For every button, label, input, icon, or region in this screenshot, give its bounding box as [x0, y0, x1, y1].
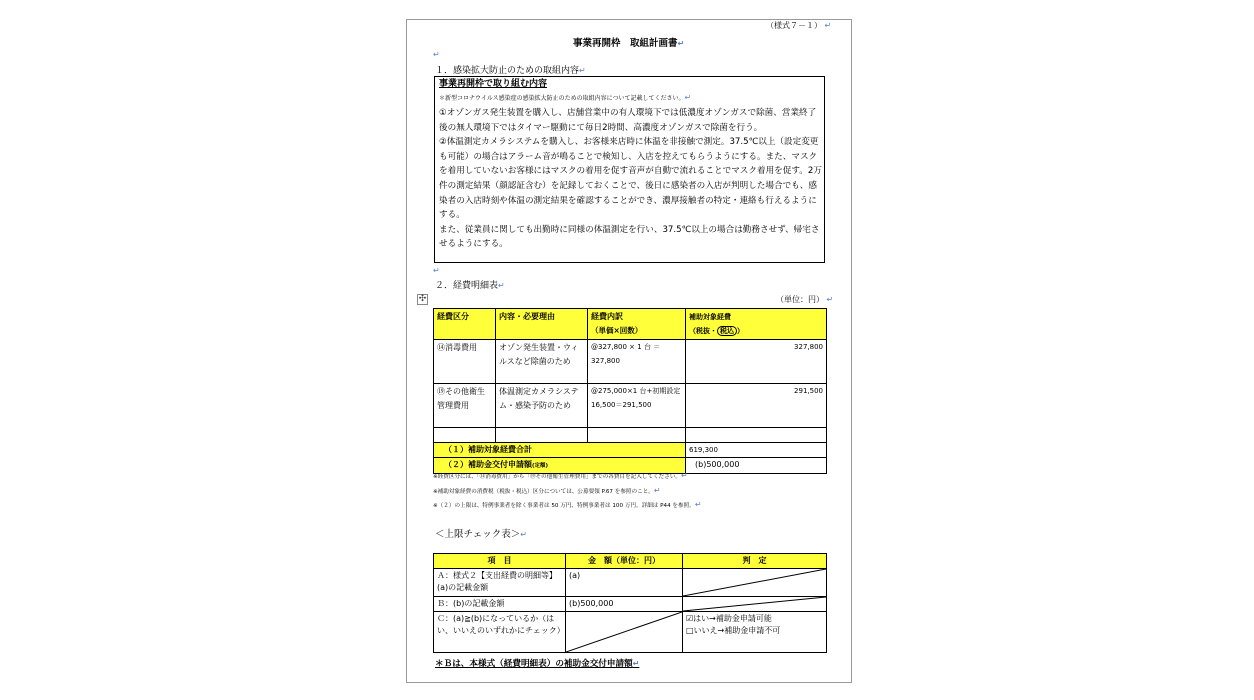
check-row-c — [434, 612, 827, 653]
section3-heading: ＜上限チェック表＞↵ — [435, 529, 527, 540]
apply-value: (b)500,000 — [686, 458, 827, 474]
apply-label: （２）補助金交付申請額(定額) — [434, 458, 686, 474]
check-item: Ｂ：(b)の記載金額 — [434, 597, 566, 612]
row-content: オゾン発生装置・ウィルスなど除菌のため — [496, 340, 588, 384]
total-row — [434, 443, 827, 458]
paragraph-mark: ↵ — [433, 50, 440, 59]
empty-cell — [434, 428, 496, 443]
row-breakdown: @275,000×1 台+初期設定 16,500＝291,500 — [588, 384, 686, 428]
table-row — [434, 340, 827, 384]
table-row-empty — [434, 428, 827, 443]
section1-heading: １．感染拡大防止のための取組内容↵ — [435, 66, 586, 76]
paragraph-mark: ↵ — [433, 266, 440, 275]
form-number: （様式７－１） ↵ — [766, 21, 832, 30]
row-category: ⑲その他衛生管理費用 — [434, 384, 496, 428]
empty-cell — [496, 428, 588, 443]
check-row-b — [434, 597, 827, 612]
bottom-note: ＊Ｂは、本様式（経費明細表）の補助金交付申請額↵ — [435, 659, 640, 669]
total-label: （１）補助対象経費合計 — [434, 443, 686, 458]
section1-box — [434, 76, 825, 263]
document-title: 事業再開枠 取組計画書↵ — [573, 38, 685, 49]
diagonal-cell — [566, 612, 683, 653]
checkbox-yes[interactable]: ☑はい→補助金申請可能 — [686, 614, 772, 623]
expense-table — [433, 308, 827, 474]
empty-cell — [588, 428, 686, 443]
check-header-amount: 金 額（単位：円） — [566, 554, 683, 569]
box-body — [439, 106, 823, 252]
document-page — [406, 19, 852, 683]
footnote-1: ※経費区分には、「⑭消毒費用」から「⑲その他衛生管理費用」までの各費目を記入してください。↵ — [433, 471, 688, 480]
row-amount: 291,500 — [686, 384, 827, 428]
empty-cell — [686, 428, 827, 443]
check-amount: (b)500,000 — [566, 597, 683, 612]
table-row — [434, 384, 827, 428]
footnote-2: ※補助対象経費の消費税（税抜・税込）区分については、公募要領 P.67 を参照のこと。↵ — [433, 486, 661, 495]
check-table — [433, 553, 827, 653]
unit-label: （単位：円） ↵ — [776, 295, 834, 304]
header-category: 経費区分 — [434, 309, 496, 340]
box-heading: 事業再開枠で取り組む内容 — [439, 79, 548, 89]
paragraph-thermal-camera: ②体温測定カメラシステムを購入し、お客様来店時に体温を非接触で測定。37.5℃以上（設定変更も可能）の場合はアラーム音が鳴ることで検知し、入店を控えてもらうようにする。また、マスクを着用していないお客様にはマスクの着用を促す音声が自動で流れることでマスク着用を促す。2万件の測定結果（顔認証含む）を記録しておくことで、後日に感染者の入店が判明した場合でも、感染者の入店時刻や体温の測定結果を確認することができ、濃厚接触者の特定・連絡も行えるようにする。 — [439, 137, 822, 221]
box-note: ＊新型コロナウイルス感染症の感染拡大防止のための取組内容について記載してください。↵ — [439, 93, 692, 102]
check-judgement — [683, 612, 827, 653]
header-breakdown: 経費内訳 （単価×回数） — [588, 309, 686, 340]
section2-heading: ２．経費明細表↵ — [435, 281, 505, 291]
total-value: 619,300 — [686, 443, 827, 458]
check-header-judgement: 判 定 — [683, 554, 827, 569]
footnote-3: ※（２）の上限は、特例事業者を除く事業者は 50 万円、特例事業者は 100 万円。詳細は P44 を参照。↵ — [433, 500, 702, 509]
check-row-a — [434, 569, 827, 597]
row-breakdown: @327,800 × 1 台 ＝327,800 — [588, 340, 686, 384]
paragraph-staff: また、従業員に関しても出勤時に同様の体温測定を行い、37.5℃以上の場合は勤務させず、帰宅させるようにする。 — [439, 224, 820, 250]
check-amount: (a) — [566, 569, 683, 597]
header-content: 内容・必要理由 — [496, 309, 588, 340]
check-item: Ｃ：(a)≧(b)になっているか（はい、いいえのいずれかにチェック） — [434, 612, 566, 653]
check-header-item: 項 目 — [434, 554, 566, 569]
expense-header-row — [434, 309, 827, 340]
diagonal-cell — [683, 597, 827, 612]
paragraph-ozone: ①オゾンガス発生装置を購入し、店舗営業中の有人環境下では低濃度オゾンガスで除菌、営業終了後の無人環境下ではタイマー駆動にて毎日2時間、高濃度オゾンガスで除菌を行う。 — [439, 108, 817, 133]
check-header-row — [434, 554, 827, 569]
checkbox-no[interactable]: □いいえ→補助金申請不可 — [686, 626, 781, 635]
header-amount: 補助対象経費 （税抜・ 税込 ） — [686, 309, 827, 340]
check-item: Ａ：様式２【支出経費の明細等】(a)の記載金額 — [434, 569, 566, 597]
row-amount: 327,800 — [686, 340, 827, 384]
row-category: ⑭消毒費用 — [434, 340, 496, 384]
row-content: 体温測定カメラシステム・感染予防のため — [496, 384, 588, 428]
diagonal-cell — [683, 569, 827, 597]
move-cross-icon[interactable]: ✣ — [418, 294, 427, 304]
